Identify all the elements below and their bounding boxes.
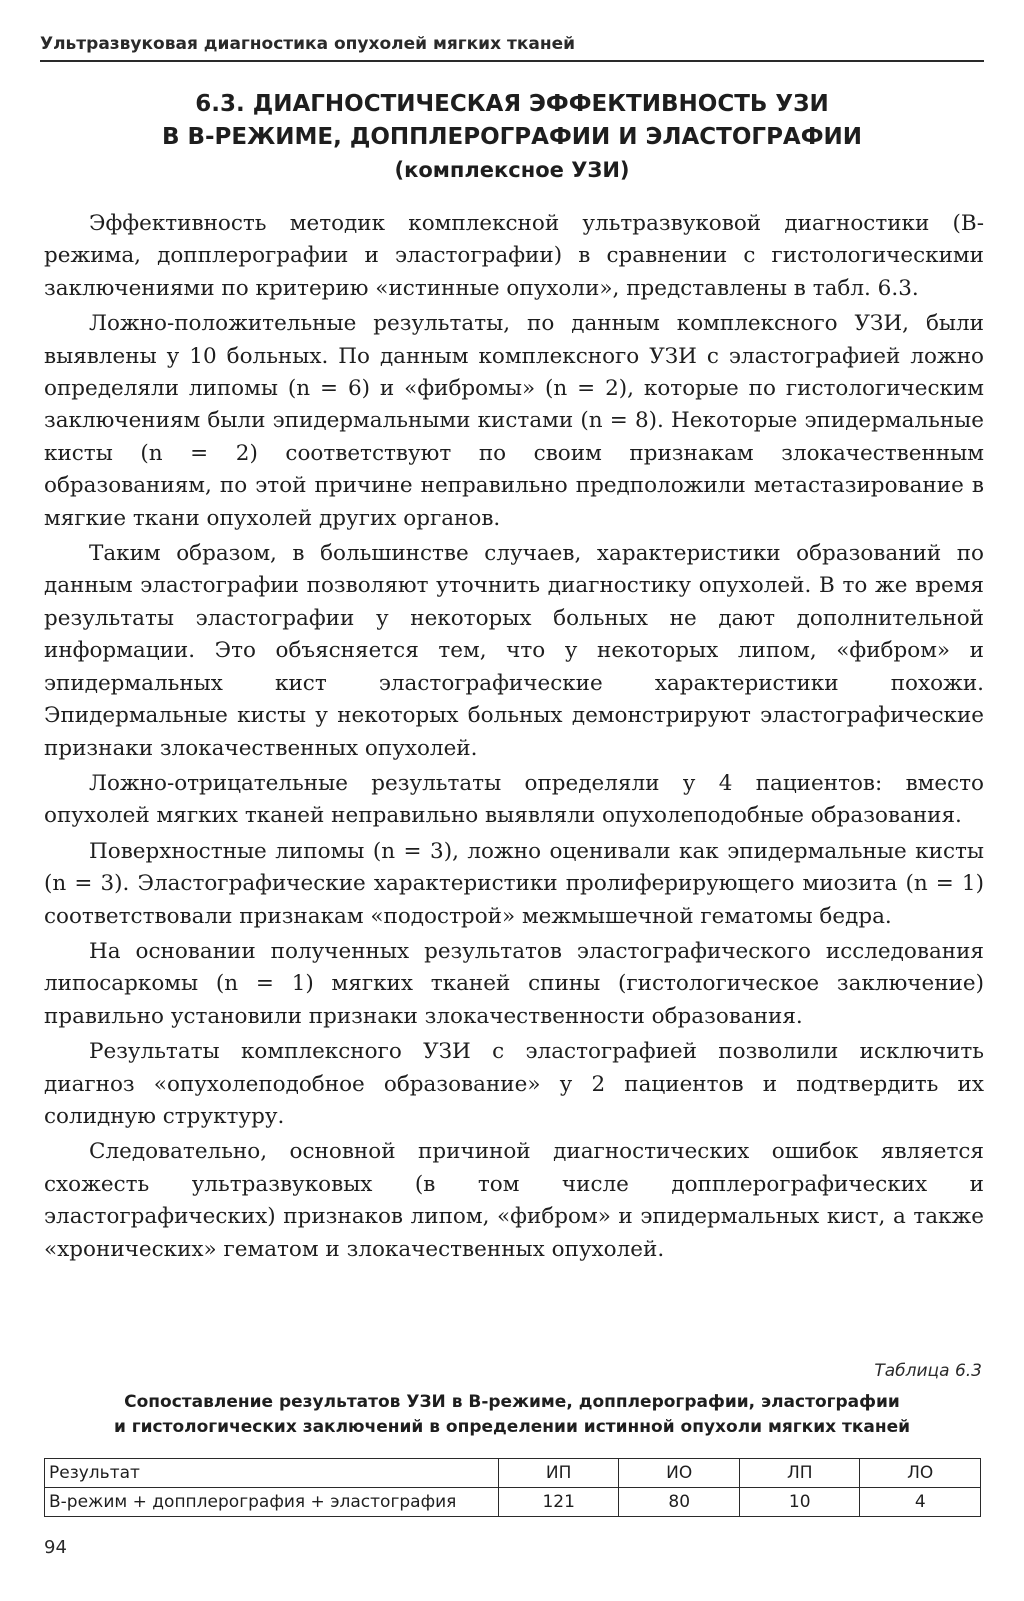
table-cell: 80	[619, 1488, 740, 1517]
table-caption	[40, 1390, 984, 1440]
page-number: 94	[44, 1537, 67, 1558]
table-caption-line: и гистологических заключений в определении истинной опухоли мягких тканей	[113, 1417, 911, 1437]
paragraph: Эффективность методик комплексной ультразвуковой диагностики (В-режима, допплерографии и эластографии) в сравнении с гистологическими заключениями по критерию «истинные опухоли», представлены в табл. 6.3.	[44, 211, 984, 301]
paragraph: Результаты комплексного УЗИ с эластографией позволили исключить диагноз «опухолеподобное образование» у 2 пациентов и подтвердить их солидную структуру.	[44, 1039, 984, 1129]
section-title	[40, 88, 984, 187]
paragraph: Следовательно, основной причиной диагностических ошибок является схожесть ультразвуковых (в том числе допплерографических и эластографических) признаков липом, «фибром» и эпидермальных кист, а также «хронических» гематом и злокачественных опухолей.	[44, 1139, 984, 1262]
table-header-cell: Результат	[45, 1459, 499, 1488]
paragraph: Поверхностные липомы (n = 3), ложно оценивали как эпидермальные кисты (n = 3). Эластографические характеристики пролиферирующего миозита (n = 1) соответствовали признакам «подострой» межмышечной гематомы бедра.	[44, 838, 984, 929]
table-header-cell: ИП	[498, 1459, 619, 1488]
table-cell: 121	[498, 1488, 619, 1517]
table-row	[45, 1488, 981, 1517]
table-header-cell: ИО	[619, 1459, 740, 1488]
running-header: Ультразвуковая диагностика опухолей мягких тканей	[40, 34, 984, 62]
table-number: Таблица 6.3	[874, 1361, 982, 1381]
table-cell: 4	[860, 1488, 981, 1517]
section-title-line: 6.3. ДИАГНОСТИЧЕСКАЯ ЭФФЕКТИВНОСТЬ УЗИ	[195, 91, 829, 117]
table-header-cell: ЛП	[739, 1459, 859, 1488]
paragraph: Ложно-положительные результаты, по данным комплексного УЗИ, были выявлены у 10 больных. По данным комплексного УЗИ с эластографией ложно определяли липомы (n = 6) и «фибромы» (n = 2), которые по гистологическим заключениям были эпидермальными кистами (n = 8). Некоторые эпидермальные кисты (n = 2) соответствуют по своим признакам злокачественным образованиям, по этой причине неправильно предположили метастазирование в мягкие ткани опухолей других органов.	[44, 311, 984, 531]
table-header-cell: ЛО	[860, 1459, 981, 1488]
table-header-row	[45, 1459, 981, 1488]
section-subtitle: (комплексное УЗИ)	[394, 158, 630, 182]
body-text	[44, 208, 984, 1269]
paragraph: На основании полученных результатов эластографического исследования липосаркомы (n = 1) мягких тканей спины (гистологическое заключение) правильно установили признаки злокачественности образования.	[44, 938, 984, 1029]
table-cell: В-режим + допплерография + эластография	[45, 1488, 499, 1517]
table-cell: 10	[739, 1488, 859, 1517]
table-caption-line: Сопоставление результатов УЗИ в В-режиме, допплерографии, эластографии	[124, 1392, 900, 1412]
results-table	[44, 1458, 981, 1517]
paragraph: Таким образом, в большинстве случаев, характеристики образований по данным эластографии позволяют уточнить диагностику опухолей. В то же время результаты эластографии у некоторых больных не дают дополнительной информации. Это объясняется тем, что у некоторых липом, «фибром» и эпидермальных кист эластографические характеристики похожи. Эпидермальные кисты у некоторых больных демонстрируют эластографические признаки злокачественных опухолей.	[44, 541, 984, 761]
section-title-line: В В-РЕЖИМЕ, ДОППЛЕРОГРАФИИ И ЭЛАСТОГРАФИИ	[161, 124, 863, 150]
paragraph: Ложно-отрицательные результаты определяли у 4 пациентов: вместо опухолей мягких тканей неправильно выявляли опухолеподобные образования.	[44, 770, 984, 829]
